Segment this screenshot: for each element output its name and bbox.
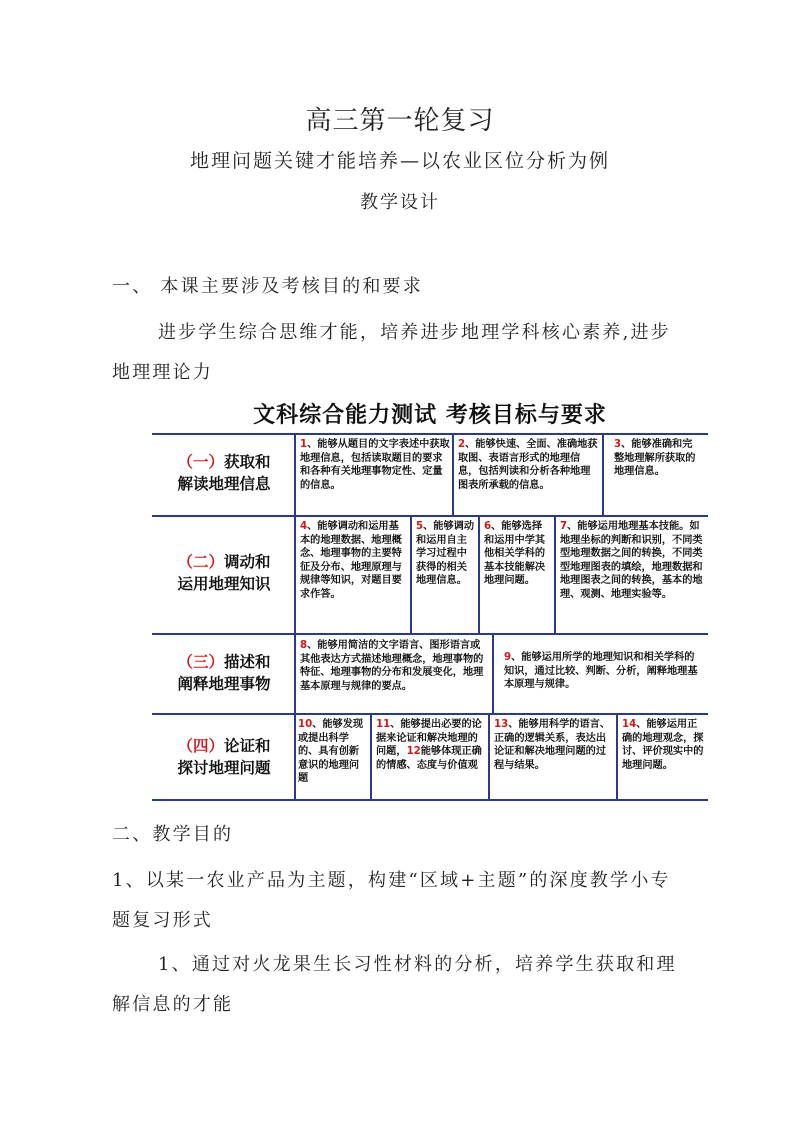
section-1-line-2: 地理理论力 xyxy=(112,362,213,383)
section-1-heading: 一、 本课主要涉及考核目的和要求 xyxy=(112,276,423,297)
row-label-text: 论证和 xyxy=(224,737,271,755)
table-divider xyxy=(452,433,454,515)
section-2-item-1-line-1: 1、以某一农业产品为主题，构建“区域+主题”的深度教学小专 xyxy=(112,870,671,891)
goal-cell-6 xyxy=(484,520,552,632)
section-2-heading: 二、教学目的 xyxy=(112,824,234,845)
row-label-text: 运用地理知识 xyxy=(177,575,271,593)
goal-cell-1 xyxy=(300,438,450,514)
goal-cell-13 xyxy=(494,718,614,798)
row-label-argue xyxy=(154,735,294,779)
table-rule xyxy=(152,433,708,435)
table-divider xyxy=(554,515,556,633)
table-rule xyxy=(152,713,708,715)
goal-cell-7 xyxy=(560,520,706,632)
goal-number: 3 xyxy=(614,439,622,450)
table-divider xyxy=(488,713,490,799)
table-divider xyxy=(294,515,296,633)
goal-text: 、能够运用正确的地理观念，探讨、评价现实中的地理问题。 xyxy=(622,719,704,771)
table-divider xyxy=(616,713,618,799)
goal-cell-9 xyxy=(504,651,700,711)
goal-number: 10 xyxy=(298,719,313,730)
table-divider xyxy=(370,713,372,799)
row-label-number: （二） xyxy=(177,553,224,571)
table-rule xyxy=(152,633,708,635)
row-label-text: 探讨地理问题 xyxy=(177,759,271,777)
document-kind: 教学设计 xyxy=(360,192,440,213)
goal-number: 4 xyxy=(300,521,308,532)
table-divider xyxy=(478,515,480,633)
goal-number: 11 xyxy=(376,719,391,730)
goal-number: 14 xyxy=(622,719,637,730)
goal-cell-10 xyxy=(298,718,368,798)
goal-number: 13 xyxy=(494,719,509,730)
table-divider xyxy=(294,713,296,799)
goal-text: 、能够运用地理基本技能。如地理坐标的判断和识别，不同类型地理数据之间的转换，不同类型地理图表的填绘，地理数据和地理图表之间的转换，基本的地理、观测、地理实验等。 xyxy=(560,521,703,600)
table-divider xyxy=(294,433,296,515)
table-divider xyxy=(294,633,296,713)
goal-text: 、能够调动和运用基本的地理数据、地理概念、地理事物的主要特征及分布、地理原理与规律等知识，对题目要求作答。 xyxy=(300,521,402,600)
row-label-text: 获取和 xyxy=(224,453,271,471)
goal-text: 、能够运用所学的地理知识和相关学科的知识，通过比较、判断、分析，阐释地理基本原理与规律。 xyxy=(504,652,698,691)
goal-number: 9 xyxy=(504,652,512,663)
row-label-text: 调动和 xyxy=(224,553,271,571)
goal-cell-4 xyxy=(300,520,408,632)
row-label-apply xyxy=(154,551,294,595)
goal-number: 5 xyxy=(416,521,424,532)
goal-text: 能够体现正确的情感、态度与价值观 xyxy=(376,746,482,771)
goal-text: 、能够发现或提出科学的、具有创新意识的地理问题 xyxy=(298,719,364,785)
assessment-table xyxy=(152,433,708,801)
goal-cell-11-12 xyxy=(376,718,486,798)
row-label-text: 描述和 xyxy=(224,653,271,671)
row-label-describe xyxy=(154,651,294,695)
goal-text: 、能够用简洁的文字语言、图形语言或其他表达方式描述地理概念，地理事物的特征、地理事物的分布和发展变化，地理基本原理与规律的要点。 xyxy=(300,640,484,692)
section-2-item-2-line-2: 解信息的才能 xyxy=(112,994,234,1015)
goal-cell-14 xyxy=(622,718,704,798)
table-rule xyxy=(152,799,708,801)
goal-number: 2 xyxy=(458,439,466,450)
goal-number: 12 xyxy=(406,746,421,758)
row-label-acquire xyxy=(154,451,294,495)
goal-text: 、能够快速、全面、准确地获取图、表语言形式的地理信息，包括判读和分析各种地理图表所承载的信息。 xyxy=(458,439,598,491)
section-1-line-1: 进步学生综合思维才能，培养进步地理学科核心素养,进步 xyxy=(158,322,671,343)
section-2-item-2-line-1: 1、通过对火龙果生长习性材料的分析，培养学生获取和理 xyxy=(158,954,677,975)
row-label-text: 解读地理信息 xyxy=(177,475,271,493)
goal-text: 、能够用科学的语言、正确的逻辑关系，表达出论证和解决地理问题的过程与结果。 xyxy=(494,719,611,771)
row-label-text: 阐释地理事物 xyxy=(177,675,271,693)
goal-cell-5 xyxy=(416,520,476,632)
goal-number: 1 xyxy=(300,439,308,450)
goal-number: 6 xyxy=(484,521,492,532)
row-label-number: （三） xyxy=(177,653,224,671)
goal-text: 、能够调动和运用自主学习过程中获得的相关地理信息。 xyxy=(416,521,475,587)
goal-text: 、能够选择和运用中学其他相关学科的基本技能解决地理问题。 xyxy=(484,521,546,587)
document-subtitle: 地理问题关键才能培养—以农业区位分析为例 xyxy=(189,150,610,172)
goal-cell-3 xyxy=(614,438,700,514)
table-divider xyxy=(410,515,412,633)
figure-title: 文科综合能力测试 考核目标与要求 xyxy=(253,403,607,428)
goal-number: 8 xyxy=(300,640,308,651)
table-divider xyxy=(602,433,604,515)
row-label-number: （四） xyxy=(177,737,224,755)
table-rule xyxy=(152,515,708,517)
goal-cell-8 xyxy=(300,639,490,711)
row-label-number: （一） xyxy=(177,453,224,471)
goal-text: 、能够提出必要的论据来论证和解决地理的问题， xyxy=(376,719,482,758)
goal-number: 7 xyxy=(560,521,568,532)
goal-cell-2 xyxy=(458,438,600,514)
goal-text: 、能够从题目的文字表述中获取地理信息，包括读取题目的要求和各种有关地理事物定性、定量的信息。 xyxy=(300,439,450,491)
section-2-item-1-line-2: 题复习形式 xyxy=(112,910,213,931)
table-divider xyxy=(492,633,494,713)
document-title: 高三第一轮复习 xyxy=(305,106,495,136)
goal-text: 、能够准确和完整地理解所获取的地理信息。 xyxy=(614,439,696,478)
